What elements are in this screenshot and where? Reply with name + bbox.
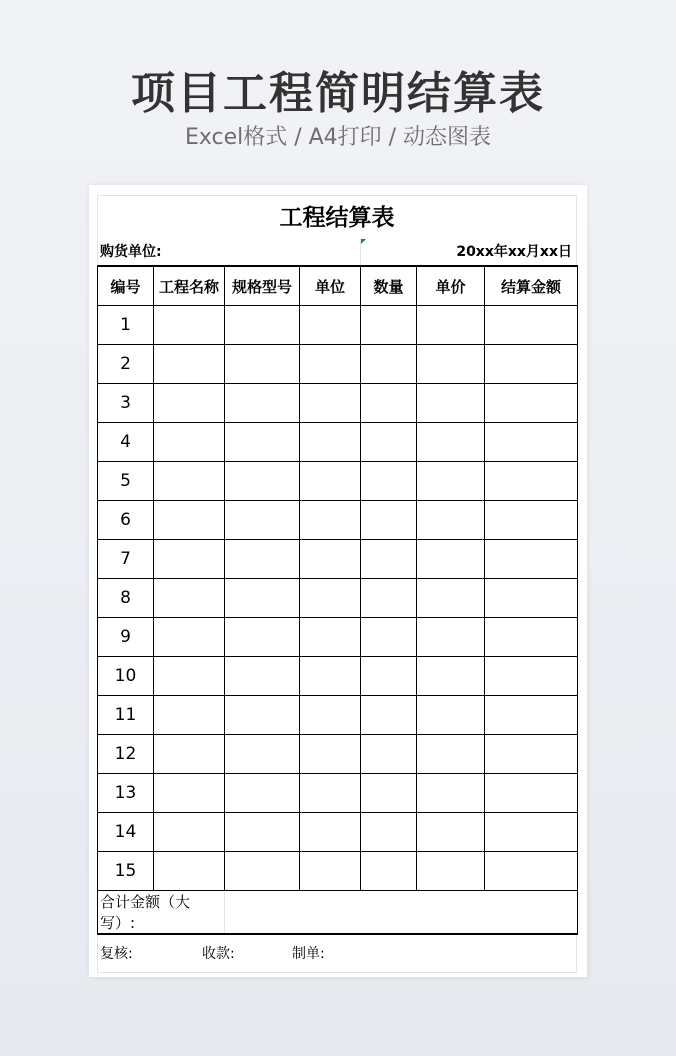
table-row	[98, 540, 578, 579]
unit-price-cell[interactable]	[417, 735, 485, 774]
column-header-number: 编号	[98, 266, 154, 306]
spreadsheet-page	[89, 185, 587, 977]
settlement-amount-cell[interactable]	[485, 735, 578, 774]
signature-row	[97, 935, 577, 973]
project-name-cell[interactable]	[154, 852, 225, 891]
project-name-cell[interactable]	[154, 696, 225, 735]
row-number-cell: 15	[98, 852, 154, 891]
unit-price-cell[interactable]	[417, 501, 485, 540]
unit-cell[interactable]	[300, 384, 361, 423]
specification-cell[interactable]	[225, 774, 300, 813]
quantity-cell[interactable]	[361, 618, 417, 657]
unit-price-cell[interactable]	[417, 579, 485, 618]
table-row	[98, 462, 578, 501]
settlement-amount-cell[interactable]	[485, 540, 578, 579]
settlement-amount-cell[interactable]	[485, 423, 578, 462]
specification-cell[interactable]	[225, 579, 300, 618]
table-header-row	[98, 266, 578, 306]
unit-cell[interactable]	[300, 696, 361, 735]
row-number-cell: 10	[98, 657, 154, 696]
settlement-amount-cell[interactable]	[485, 618, 578, 657]
total-amount-cell[interactable]	[225, 891, 578, 935]
settlement-amount-cell[interactable]	[485, 852, 578, 891]
row-number-cell: 14	[98, 813, 154, 852]
specification-cell[interactable]	[225, 618, 300, 657]
table-row	[98, 657, 578, 696]
unit-cell[interactable]	[300, 579, 361, 618]
settlement-amount-cell[interactable]	[485, 813, 578, 852]
quantity-cell[interactable]	[361, 579, 417, 618]
unit-price-cell[interactable]	[417, 774, 485, 813]
unit-cell[interactable]	[300, 618, 361, 657]
unit-price-cell[interactable]	[417, 384, 485, 423]
settlement-amount-cell[interactable]	[485, 462, 578, 501]
specification-cell[interactable]	[225, 657, 300, 696]
row-number-cell: 3	[98, 384, 154, 423]
quantity-cell[interactable]	[361, 852, 417, 891]
row-number-cell: 9	[98, 618, 154, 657]
banner-title: 项目工程简明结算表	[131, 68, 545, 119]
row-number-cell: 8	[98, 579, 154, 618]
unit-cell[interactable]	[300, 501, 361, 540]
quantity-cell[interactable]	[361, 306, 417, 345]
row-number-cell: 4	[98, 423, 154, 462]
settlement-table	[97, 265, 578, 935]
table-row	[98, 501, 578, 540]
unit-cell[interactable]	[300, 657, 361, 696]
quantity-cell[interactable]	[361, 774, 417, 813]
unit-price-cell[interactable]	[417, 423, 485, 462]
specification-cell[interactable]	[225, 306, 300, 345]
specification-cell[interactable]	[225, 540, 300, 579]
table-row	[98, 852, 578, 891]
receive-label: 收款:	[202, 946, 235, 962]
total-amount-label: 合计金额（大写）:	[98, 891, 225, 935]
settlement-sheet	[97, 195, 577, 973]
unit-cell[interactable]	[300, 813, 361, 852]
specification-cell[interactable]	[225, 696, 300, 735]
project-name-cell[interactable]	[154, 501, 225, 540]
settlement-amount-cell[interactable]	[485, 345, 578, 384]
unit-price-cell[interactable]	[417, 345, 485, 384]
quantity-cell[interactable]	[361, 501, 417, 540]
column-header-unit: 单位	[300, 266, 361, 306]
table-row	[98, 774, 578, 813]
table-row	[98, 345, 578, 384]
table-row	[98, 306, 578, 345]
project-name-cell[interactable]	[154, 657, 225, 696]
table-row	[98, 579, 578, 618]
review-label: 复核:	[100, 946, 133, 962]
table-row	[98, 813, 578, 852]
unit-cell[interactable]	[300, 852, 361, 891]
project-name-cell[interactable]	[154, 462, 225, 501]
settlement-amount-cell[interactable]	[485, 696, 578, 735]
table-row	[98, 423, 578, 462]
date-label: 20xx年xx月xx日	[456, 244, 572, 260]
row-number-cell: 12	[98, 735, 154, 774]
quantity-cell[interactable]	[361, 384, 417, 423]
project-name-cell[interactable]	[154, 735, 225, 774]
settlement-amount-cell[interactable]	[485, 657, 578, 696]
column-header-project-name: 工程名称	[154, 266, 225, 306]
column-header-quantity: 数量	[361, 266, 417, 306]
unit-price-cell[interactable]	[417, 306, 485, 345]
row-number-cell: 13	[98, 774, 154, 813]
project-name-cell[interactable]	[154, 384, 225, 423]
settlement-amount-cell[interactable]	[485, 579, 578, 618]
unit-price-cell[interactable]	[417, 657, 485, 696]
specification-cell[interactable]	[225, 384, 300, 423]
buyer-label: 购货单位:	[100, 244, 162, 260]
unit-price-cell[interactable]	[417, 696, 485, 735]
unit-cell[interactable]	[300, 306, 361, 345]
sheet-title: 工程结算表	[97, 195, 577, 239]
quantity-cell[interactable]	[361, 735, 417, 774]
project-name-cell[interactable]	[154, 345, 225, 384]
row-number-cell: 7	[98, 540, 154, 579]
quantity-cell[interactable]	[361, 462, 417, 501]
column-header-unit-price: 单价	[417, 266, 485, 306]
project-name-cell[interactable]	[154, 774, 225, 813]
maker-label: 制单:	[292, 946, 325, 962]
specification-cell[interactable]	[225, 462, 300, 501]
settlement-amount-cell[interactable]	[485, 501, 578, 540]
specification-cell[interactable]	[225, 423, 300, 462]
project-name-cell[interactable]	[154, 306, 225, 345]
unit-price-cell[interactable]	[417, 852, 485, 891]
unit-price-cell[interactable]	[417, 813, 485, 852]
unit-cell[interactable]	[300, 774, 361, 813]
unit-cell[interactable]	[300, 462, 361, 501]
unit-cell[interactable]	[300, 735, 361, 774]
meta-row	[97, 239, 577, 265]
unit-price-cell[interactable]	[417, 462, 485, 501]
settlement-amount-cell[interactable]	[485, 774, 578, 813]
quantity-cell[interactable]	[361, 423, 417, 462]
row-number-cell: 1	[98, 306, 154, 345]
specification-cell[interactable]	[225, 735, 300, 774]
cell-comment-marker	[361, 239, 366, 244]
project-name-cell[interactable]	[154, 423, 225, 462]
unit-price-cell[interactable]	[417, 540, 485, 579]
unit-cell[interactable]	[300, 345, 361, 384]
project-name-cell[interactable]	[154, 813, 225, 852]
row-number-cell: 6	[98, 501, 154, 540]
total-row	[98, 891, 578, 935]
specification-cell[interactable]	[225, 852, 300, 891]
column-header-settlement-amount: 结算金额	[485, 266, 578, 306]
unit-cell[interactable]	[300, 423, 361, 462]
project-name-cell[interactable]	[154, 540, 225, 579]
row-number-cell: 5	[98, 462, 154, 501]
column-header-specification: 规格型号	[225, 266, 300, 306]
unit-price-cell[interactable]	[417, 618, 485, 657]
project-name-cell[interactable]	[154, 618, 225, 657]
settlement-amount-cell[interactable]	[485, 306, 578, 345]
row-number-cell: 2	[98, 345, 154, 384]
specification-cell[interactable]	[225, 813, 300, 852]
table-body	[98, 306, 578, 935]
quantity-cell[interactable]	[361, 696, 417, 735]
table-row	[98, 618, 578, 657]
quantity-cell[interactable]	[361, 657, 417, 696]
table-row	[98, 384, 578, 423]
specification-cell[interactable]	[225, 345, 300, 384]
row-number-cell: 11	[98, 696, 154, 735]
project-name-cell[interactable]	[154, 579, 225, 618]
table-row	[98, 696, 578, 735]
quantity-cell[interactable]	[361, 540, 417, 579]
unit-cell[interactable]	[300, 540, 361, 579]
settlement-amount-cell[interactable]	[485, 384, 578, 423]
quantity-cell[interactable]	[361, 345, 417, 384]
banner-subtitle: Excel格式 / A4打印 / 动态图表	[184, 125, 492, 150]
specification-cell[interactable]	[225, 501, 300, 540]
table-row	[98, 735, 578, 774]
quantity-cell[interactable]	[361, 813, 417, 852]
